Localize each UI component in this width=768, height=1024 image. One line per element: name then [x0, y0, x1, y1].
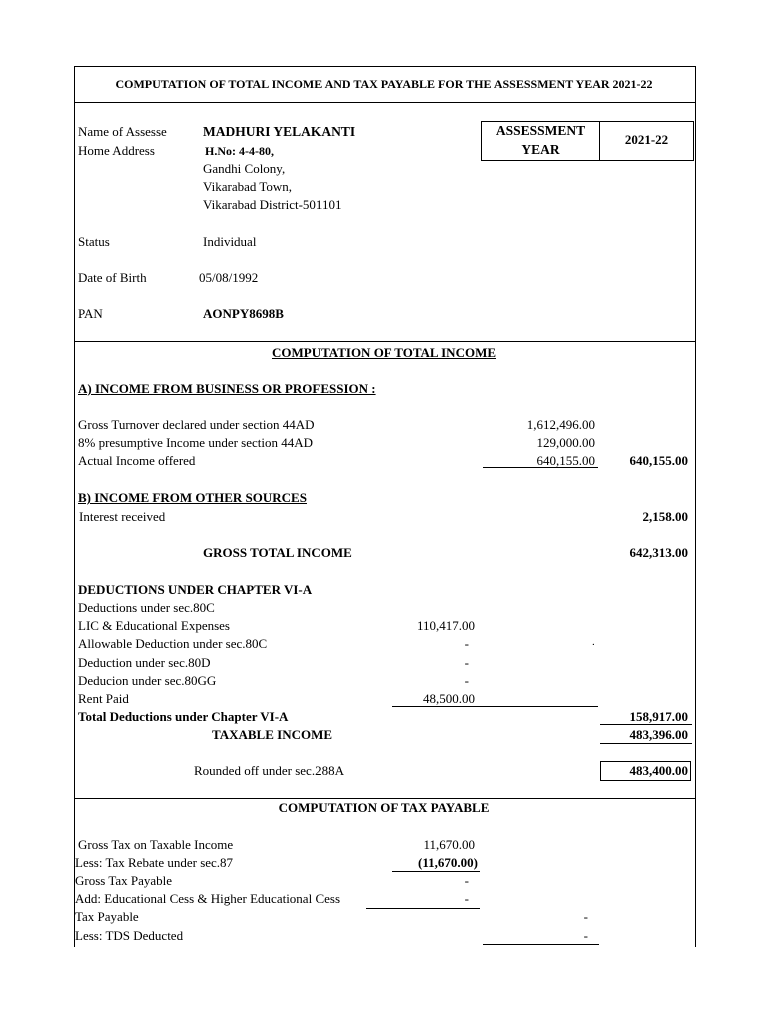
dob-value: 05/08/1992	[199, 270, 259, 285]
gross-payable-label: Gross Tax Payable	[75, 873, 173, 888]
document-title: COMPUTATION OF TOTAL INCOME AND TAX PAYABLE FOR THE ASSESSMENT YEAR 2021-22	[115, 77, 653, 91]
rent-label: Rent Paid	[78, 691, 129, 706]
gross-tax-label: Gross Tax on Taxable Income	[78, 837, 234, 852]
divider	[74, 102, 695, 103]
business-heading: A) INCOME FROM BUSINESS OR PROFESSION :	[78, 381, 376, 396]
income-heading: COMPUTATION OF TOTAL INCOME	[271, 345, 497, 360]
pan-label: PAN	[78, 306, 103, 321]
pan-value: AONPY8698B	[203, 306, 284, 321]
address-line-4: Vikarabad District-501101	[203, 197, 342, 212]
actual-income-total: 640,155.00	[629, 453, 688, 468]
interest-label: Interest received	[79, 509, 166, 524]
divider	[74, 798, 695, 799]
deductions-heading: DEDUCTIONS UNDER CHAPTER VI-A	[78, 582, 313, 597]
stray-dot: .	[592, 636, 595, 648]
other-sources-heading: B) INCOME FROM OTHER SOURCES	[78, 490, 307, 505]
divider	[74, 341, 695, 342]
gross-total-income-label: GROSS TOTAL INCOME	[203, 545, 352, 560]
ay-value: 2021-22	[624, 132, 669, 147]
assessee-name: MADHURI YELAKANTI	[203, 124, 356, 139]
tax-payable-value: -	[583, 909, 588, 924]
address-label: Home Address	[78, 143, 155, 158]
rebate-value: (11,670.00)	[418, 855, 478, 870]
underline	[600, 743, 692, 744]
gross-turnover-label: Gross Turnover declared under section 44AD	[78, 417, 315, 432]
gross-turnover-value: 1,612,496.00	[526, 417, 595, 432]
actual-income-label: Actual Income offered	[78, 453, 196, 468]
ay-label-line2: YEAR	[521, 142, 560, 157]
taxable-income-label: TAXABLE INCOME	[212, 727, 333, 742]
name-label: Name of Assesse	[78, 124, 167, 139]
gross-tax-value: 11,670.00	[423, 837, 475, 852]
rent-value: 48,500.00	[423, 691, 475, 706]
dob-label: Date of Birth	[78, 270, 147, 285]
lic-label: LIC & Educational Expenses	[78, 618, 230, 633]
gross-payable-value: -	[464, 873, 469, 888]
sec80gg-label: Deducion under sec.80GG	[78, 673, 217, 688]
underline	[483, 467, 598, 468]
total-deductions-label: Total Deductions under Chapter VI-A	[78, 709, 289, 724]
rounded-label: Rounded off under sec.288A	[194, 763, 344, 778]
underline	[392, 871, 480, 872]
underline	[366, 908, 480, 909]
sec80gg-value: -	[464, 673, 469, 688]
sec80d-label: Deduction under sec.80D	[78, 655, 211, 670]
allowable-value: -	[464, 636, 469, 651]
ay-label-line1: ASSESSMENT	[495, 123, 586, 138]
status-value: Individual	[203, 234, 257, 249]
tds-value: -	[583, 928, 588, 943]
rounded-value: 483,400.00	[629, 763, 688, 778]
rebate-label: Less: Tax Rebate under sec.87	[75, 855, 234, 870]
taxable-income-value: 483,396.00	[629, 727, 688, 742]
tds-label: Less: TDS Deducted	[75, 928, 184, 943]
cess-label: Add: Educational Cess & Higher Educational Cess	[75, 891, 341, 906]
gross-total-income-value: 642,313.00	[629, 545, 688, 560]
total-deductions-value: 158,917.00	[629, 709, 688, 724]
tax-heading: COMPUTATION OF TAX PAYABLE	[278, 800, 490, 815]
presumptive-label: 8% presumptive Income under section 44AD	[78, 435, 314, 450]
underline	[392, 706, 598, 707]
address-line-1: H.No: 4-4-80,	[205, 144, 274, 158]
underline	[483, 944, 599, 945]
interest-value: 2,158.00	[642, 509, 688, 524]
lic-value: 110,417.00	[416, 618, 475, 633]
presumptive-value: 129,000.00	[536, 435, 595, 450]
allowable-label: Allowable Deduction under sec.80C	[78, 636, 268, 651]
address-line-2: Gandhi Colony,	[203, 161, 286, 176]
sec80d-value: -	[464, 655, 469, 670]
underline	[600, 724, 692, 725]
status-label: Status	[78, 234, 110, 249]
actual-income-value: 640,155.00	[536, 453, 595, 468]
address-line-3: Vikarabad Town,	[203, 179, 293, 194]
cess-value: -	[464, 891, 469, 906]
tax-payable-label: Tax Payable	[75, 909, 139, 924]
sec80c-label: Deductions under sec.80C	[78, 600, 215, 615]
